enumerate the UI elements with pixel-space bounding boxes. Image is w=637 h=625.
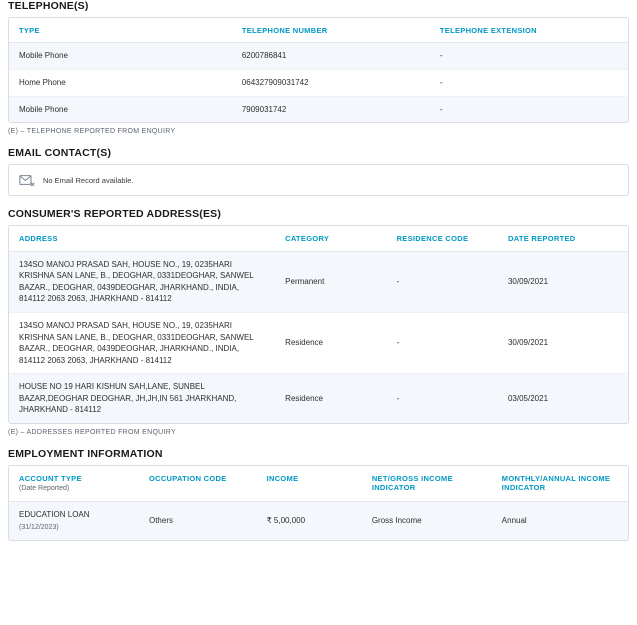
cell-type: Mobile Phone: [9, 43, 232, 70]
cell-account-type-label: EDUCATION LOAN: [19, 510, 90, 520]
column-header-net-gross-income-indicator: NET/GROSS INCOME INDICATOR: [362, 466, 492, 502]
column-header-residence-code: RESIDENCE CODE: [387, 226, 498, 251]
email-section-title: EMAIL CONTACT(S): [8, 147, 112, 160]
cell-residence-code: -: [387, 374, 498, 423]
cell-address: 134SO MANOJ PRASAD SAH, HOUSE NO., 19, 0235HARI KRISHNA SAN LANE, B., DEOGHAR, 0331DEOGHAR, SANWEL BAZAR., DEOGHAR, 0439DEOGHAR, JHARKHAND., INDIA, 814112 2063 2063, JHARKHAND - 814112: [9, 251, 275, 312]
no-record-icon: [19, 173, 35, 187]
column-header-category: CATEGORY: [275, 226, 386, 251]
column-header-type: TYPE: [9, 18, 232, 43]
cell-account-type-date: (31/12/2023): [19, 523, 59, 531]
address-section: [8, 208, 629, 436]
address-footnote: (E) – ADDRESSES REPORTED FROM ENQUIRY: [8, 429, 176, 437]
column-header-telephone-number: TELEPHONE NUMBER: [232, 18, 430, 43]
cell-date-reported: 03/05/2021: [498, 374, 628, 423]
table-row: [9, 96, 628, 122]
cell-number: 6200786841: [232, 43, 430, 70]
column-header-date-reported: DATE REPORTED: [498, 226, 628, 251]
cell-date-reported: 30/09/2021: [498, 251, 628, 312]
table-header-row: [9, 466, 628, 502]
cell-net-gross-indicator: Gross Income: [362, 502, 492, 540]
table-row: [9, 374, 628, 423]
cell-category: Residence: [275, 374, 386, 423]
column-header-account-type-label: ACCOUNT TYPE: [19, 474, 82, 484]
email-empty-text: No Email Record available.: [43, 175, 134, 185]
table-row: [9, 502, 628, 540]
telephone-card: [8, 17, 629, 123]
table-header-row: [9, 226, 628, 251]
cell-address: HOUSE NO 19 HARI KISHUN SAH,LANE, SUNBEL BAZAR,DEOGHAR DEOGHAR, JH,JH,IN 561 JHARKHAND, JHARKHAND - 814112: [9, 374, 275, 423]
address-card: [8, 225, 629, 424]
column-header-account-type: [9, 466, 139, 502]
cell-type: Home Phone: [9, 69, 232, 96]
email-empty-state: [9, 165, 628, 195]
cell-category: Residence: [275, 312, 386, 373]
table-row: [9, 312, 628, 373]
employment-card: [8, 465, 629, 541]
column-header-occupation-code: OCCUPATION CODE: [139, 466, 257, 502]
telephone-section: [8, 0, 629, 135]
column-header-monthly-annual-income-indicator: MONTHLY/ANNUAL INCOME INDICATOR: [492, 466, 628, 502]
table-row: [9, 43, 628, 70]
cell-category: Permanent: [275, 251, 386, 312]
email-section: [8, 147, 629, 196]
cell-number: 7909031742: [232, 96, 430, 122]
cell-monthly-annual-indicator: Annual: [492, 502, 628, 540]
employment-table: [9, 466, 628, 540]
column-header-income: INCOME: [257, 466, 362, 502]
table-row: [9, 69, 628, 96]
cell-number: 064327909031742: [232, 69, 430, 96]
cell-occupation-code: Others: [139, 502, 257, 540]
table-header-row: [9, 18, 628, 43]
address-section-title: CONSUMER'S REPORTED ADDRESS(ES): [8, 208, 222, 221]
cell-account-type: [9, 502, 139, 540]
cell-date-reported: 30/09/2021: [498, 312, 628, 373]
cell-residence-code: -: [387, 251, 498, 312]
employment-section-title: EMPLOYMENT INFORMATION: [8, 448, 163, 461]
cell-residence-code: -: [387, 312, 498, 373]
cell-extension: -: [430, 69, 628, 96]
cell-income: ₹ 5,00,000: [257, 502, 362, 540]
address-table: [9, 226, 628, 423]
cell-extension: -: [430, 43, 628, 70]
employment-section: [8, 448, 629, 541]
email-card: [8, 164, 629, 196]
telephone-footnote: (E) – TELEPHONE REPORTED FROM ENQUIRY: [8, 128, 176, 136]
cell-extension: -: [430, 96, 628, 122]
telephone-table: [9, 18, 628, 122]
column-header-account-type-sub: (Date Reported): [19, 485, 70, 493]
cell-type: Mobile Phone: [9, 96, 232, 122]
cell-address: 134SO MANOJ PRASAD SAH, HOUSE NO., 19, 0235HARI KRISHNA SAN LANE, B., DEOGHAR, 0331DEOGHAR, SANWEL BAZAR., DEOGHAR, 0439DEOGHAR, JHARKHAND., INDIA, 814112 2063 2063, JHARKHAND - 814112: [9, 312, 275, 373]
table-row: [9, 251, 628, 312]
telephone-section-title: TELEPHONE(S): [8, 0, 89, 12]
column-header-telephone-extension: TELEPHONE EXTENSION: [430, 18, 628, 43]
column-header-address: ADDRESS: [9, 226, 275, 251]
